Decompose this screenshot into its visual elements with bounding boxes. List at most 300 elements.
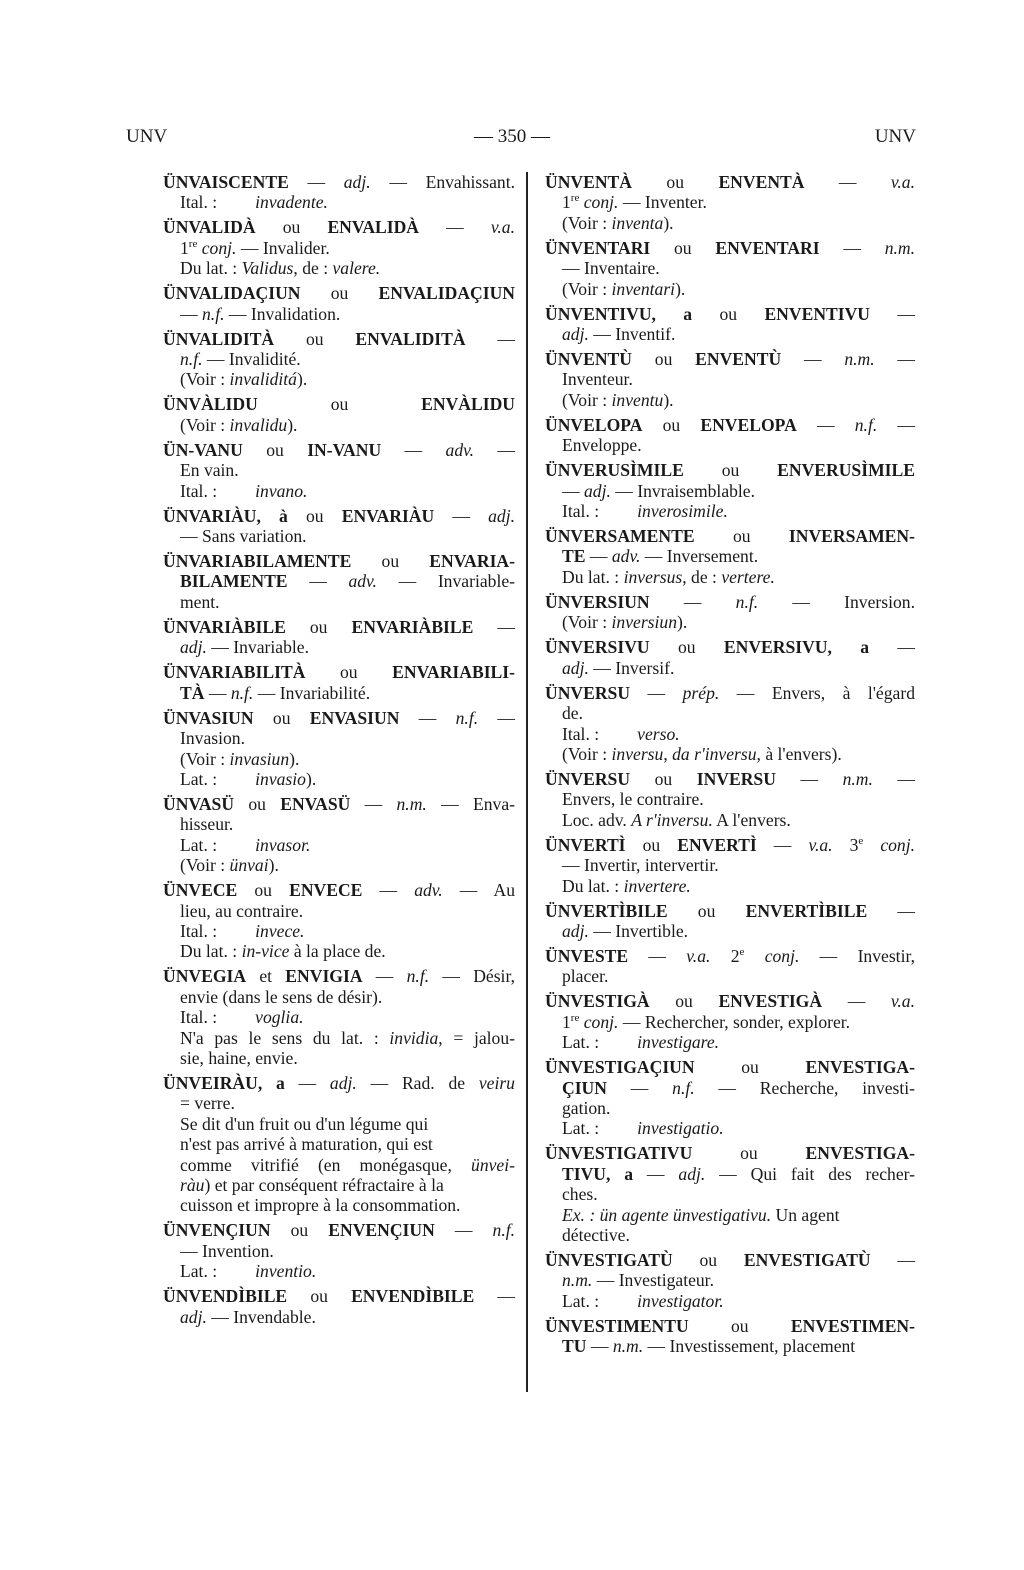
entry-line xyxy=(545,789,915,809)
text: ou xyxy=(694,1057,806,1078)
entry-line xyxy=(545,1336,915,1356)
superscript: e xyxy=(739,946,745,959)
headword: INVERSU xyxy=(696,768,776,789)
text: — xyxy=(288,172,344,192)
italic-text: n.f. xyxy=(455,707,479,728)
headword: ÜNVALIDÀ xyxy=(163,217,256,238)
text: — Investigateur. xyxy=(592,1270,714,1291)
entry-line xyxy=(163,1028,515,1048)
text: ou xyxy=(649,637,724,658)
text: Enveloppe. xyxy=(562,435,642,456)
text: — Invention. xyxy=(180,1240,274,1261)
italic-text: n.f. xyxy=(735,591,759,612)
entry-line xyxy=(545,1164,915,1184)
text: ). xyxy=(663,389,674,410)
italic-text: vertere. xyxy=(721,566,775,587)
entry-line xyxy=(163,814,515,834)
text: ou xyxy=(650,237,716,258)
italic-text: adj. xyxy=(329,1072,357,1093)
dictionary-entry xyxy=(163,329,515,390)
text: — Invendable. xyxy=(206,1306,316,1327)
text: — Investir, xyxy=(799,945,916,966)
text: — xyxy=(465,328,516,349)
text: — xyxy=(586,1336,613,1357)
italic-text: verso. xyxy=(637,723,680,744)
italic-text: adj. xyxy=(562,920,589,941)
text: ou xyxy=(351,551,430,572)
text: — Invalider. xyxy=(236,237,330,258)
text: — Envahissant. xyxy=(370,172,515,192)
entry-headline xyxy=(545,683,915,703)
headword: ÜNVESTIGATÙ xyxy=(545,1250,673,1270)
entry-line xyxy=(545,855,915,875)
entry-line xyxy=(545,435,915,455)
text: — Invraisemblable. xyxy=(610,480,756,501)
entry-headline xyxy=(545,769,915,789)
text: — xyxy=(756,834,809,855)
text: Ital. : xyxy=(562,723,600,744)
text: N'a pas le sens du lat. : xyxy=(180,1027,390,1048)
italic-text: invasio xyxy=(255,768,306,789)
entry-line xyxy=(163,238,515,258)
entry-headline xyxy=(163,440,515,460)
entry-line xyxy=(545,921,915,941)
text: — xyxy=(180,303,202,324)
text: — xyxy=(362,966,407,987)
entry-line xyxy=(545,876,915,896)
headword: ENVERTÌ xyxy=(677,834,757,855)
text: Lat. : xyxy=(180,834,218,855)
italic-text: inversiun xyxy=(611,612,678,633)
dictionary-entry xyxy=(545,415,915,456)
text: ou xyxy=(305,662,393,683)
italic-text: n.f. xyxy=(180,349,203,370)
text: = verre. xyxy=(180,1093,235,1114)
headword: ENVESTIGATÙ xyxy=(743,1250,871,1270)
entry-headline xyxy=(545,526,915,546)
headword: ENVENTIVU xyxy=(764,303,871,324)
text: ou xyxy=(672,1250,744,1270)
text: — xyxy=(478,707,515,728)
text: (Voir : xyxy=(180,855,230,876)
headword: ENVESTIMEN- xyxy=(790,1315,915,1336)
text xyxy=(863,835,880,855)
text: (Voir : xyxy=(562,389,612,410)
entry-line xyxy=(163,941,515,961)
headword: ENVARIA- xyxy=(429,551,515,572)
italic-text: invaliditá xyxy=(229,369,297,390)
text: — Enva- xyxy=(426,793,516,814)
text: — xyxy=(419,217,491,238)
text: ). xyxy=(663,212,674,233)
text: ou xyxy=(694,526,789,547)
text: — xyxy=(804,172,891,192)
entry-line xyxy=(545,258,915,278)
italic-text: da r'inversu xyxy=(672,743,757,764)
text: — xyxy=(562,480,584,501)
italic-text: adv. xyxy=(348,571,377,592)
entry-headline xyxy=(163,966,515,986)
headword: ENVERSIVU, a xyxy=(723,637,870,658)
entry-line xyxy=(163,258,515,278)
italic-text: inversu xyxy=(611,743,664,764)
text: ou xyxy=(287,505,342,526)
headword: ENVENÇIUN xyxy=(328,1220,435,1241)
entry-headline xyxy=(163,1286,515,1306)
text: — Inventaire. xyxy=(562,258,660,279)
text: — xyxy=(874,349,915,370)
text: — xyxy=(606,1077,673,1098)
headword: ÜNVEIRÀU, a xyxy=(163,1072,285,1093)
dictionary-entry xyxy=(545,683,915,765)
headword: ÜNVESTIGAÇIUN xyxy=(545,1057,695,1078)
headword: ÜNVERSIUN xyxy=(545,591,650,612)
italic-text: adj. xyxy=(562,324,589,345)
text: — Envers, à l'égard xyxy=(719,682,915,703)
text: — Sans variation. xyxy=(180,526,307,547)
headword: ÜNVÀLIDU xyxy=(163,394,258,415)
text: — Inversif. xyxy=(588,657,675,678)
text: détective. xyxy=(562,1225,630,1245)
text: — Invariable- xyxy=(376,571,515,592)
text: — xyxy=(474,439,515,460)
entry-line xyxy=(163,769,515,789)
entry-headline xyxy=(163,708,515,728)
text: — Invalidité. xyxy=(202,349,301,370)
text: — xyxy=(633,1163,679,1184)
italic-text: n.m. xyxy=(842,768,873,789)
text: ou xyxy=(692,1143,806,1164)
italic-text: inventa xyxy=(611,212,664,233)
dictionary-entry xyxy=(545,592,915,633)
text: A l'envers. xyxy=(712,809,791,830)
text: ches. xyxy=(562,1184,598,1205)
entry-headline xyxy=(545,172,915,192)
text: 3 xyxy=(832,834,859,855)
headword: ENVESTIGÀ xyxy=(718,991,823,1012)
entry-line xyxy=(545,1032,915,1052)
text: Lat. : xyxy=(180,1261,218,1282)
headword: ENVESTIGA- xyxy=(805,1143,915,1164)
headword: ENVALIDÀ xyxy=(327,217,420,238)
left-column xyxy=(163,172,515,1332)
italic-text: conj. xyxy=(583,1011,619,1032)
dictionary-entry xyxy=(545,304,915,345)
text: — xyxy=(350,793,397,814)
headword: ÜNVELOPA xyxy=(545,414,643,435)
italic-text: inverosimile. xyxy=(637,501,728,522)
dictionary-entry xyxy=(545,1250,915,1311)
entry-headline xyxy=(163,880,515,900)
entry-line xyxy=(163,460,515,480)
headword: ENVIGIA xyxy=(285,966,363,987)
dictionary-entry xyxy=(163,1073,515,1216)
headword: ÜNVALIDITÀ xyxy=(163,328,275,349)
headword: ÜNVERSU xyxy=(545,768,631,789)
text: (Voir : xyxy=(180,748,230,769)
headword: ÜNVENTIVU, a xyxy=(545,303,693,324)
dictionary-entry xyxy=(163,551,515,612)
text: ou xyxy=(649,991,719,1012)
text: Du lat. : xyxy=(562,875,624,896)
entry-line xyxy=(545,1078,915,1098)
headword: ÜNVENTARI xyxy=(545,237,651,258)
entry-headline xyxy=(545,991,915,1011)
text: ou xyxy=(253,707,310,728)
italic-text: adv. xyxy=(445,439,475,460)
text: Se dit d'un fruit ou d'un légume qui xyxy=(180,1113,429,1134)
dictionary-entry xyxy=(163,794,515,876)
italic-text: n.f. xyxy=(672,1077,695,1098)
entry-headline xyxy=(163,217,515,237)
text: Du lat. : xyxy=(180,258,242,279)
entry-line xyxy=(163,855,515,875)
italic-text: n.f. xyxy=(492,1220,516,1241)
text: Ital. : xyxy=(180,1007,218,1028)
entry-headline xyxy=(163,172,515,192)
entry-line xyxy=(163,728,515,748)
text: — xyxy=(434,505,489,526)
headword: ÜNVALIDAÇIUN xyxy=(163,283,301,304)
text: — xyxy=(362,880,415,901)
headword: ÜNVASÜ xyxy=(163,793,235,814)
text: ). xyxy=(675,278,686,299)
text: — Rad. de xyxy=(356,1072,479,1093)
headword: ÜNVERUSÌMILE xyxy=(545,460,684,481)
text: hisseur. xyxy=(180,814,234,835)
headword: ENVARIABILI- xyxy=(392,662,515,683)
italic-text: A r'inversu. xyxy=(631,809,713,830)
headword: ÜN-VANU xyxy=(163,439,243,460)
italic-text: adj. xyxy=(343,172,371,192)
entry-line xyxy=(163,1195,515,1215)
text: (Voir : xyxy=(180,414,230,435)
entry-line xyxy=(163,835,515,855)
entry-headline xyxy=(163,506,515,526)
entry-line xyxy=(163,349,515,369)
entry-headline xyxy=(545,901,915,921)
text: — Invalidation. xyxy=(224,303,341,324)
text: — Inversement. xyxy=(640,546,759,567)
text: ). xyxy=(296,369,308,390)
text: Lat. : xyxy=(562,1118,600,1139)
dictionary-entry xyxy=(163,662,515,703)
text xyxy=(744,946,764,966)
running-head-left: UNV xyxy=(126,126,168,147)
entry-line xyxy=(545,658,915,678)
text: — Inversion. xyxy=(758,591,915,612)
entry-line xyxy=(163,369,515,389)
headword: ÜNVESTE xyxy=(545,945,629,966)
text: — Recherche, investi- xyxy=(694,1077,915,1098)
text: 2 xyxy=(710,945,740,966)
entry-line xyxy=(163,415,515,435)
text: — Au xyxy=(442,880,515,901)
text: — Inventer. xyxy=(618,192,707,213)
text: — Invariabilité. xyxy=(253,682,371,703)
dictionary-entry xyxy=(545,1057,915,1139)
entry-line xyxy=(163,592,515,612)
text: — xyxy=(870,1250,915,1270)
entry-headline xyxy=(545,637,915,657)
text: Lat. : xyxy=(180,768,218,789)
dictionary-entry xyxy=(163,506,515,547)
entry-line xyxy=(545,481,915,501)
headword: ÜNVARIABILITÀ xyxy=(163,662,306,683)
headword: ÜNVERSU xyxy=(545,682,631,703)
headword: ENVENTÙ xyxy=(695,349,782,370)
text: ). xyxy=(287,414,298,435)
entry-line xyxy=(163,571,515,591)
text: Invasion. xyxy=(180,728,245,749)
dictionary-entry xyxy=(163,708,515,790)
italic-text: n.f. xyxy=(202,303,225,324)
text: — xyxy=(284,1072,330,1093)
italic-text: n.m. xyxy=(396,793,427,814)
headword: ÜNVERSIVU xyxy=(545,637,650,658)
text: ou xyxy=(692,303,765,324)
text: — xyxy=(869,637,915,658)
text: — xyxy=(630,682,683,703)
text: ou xyxy=(630,768,697,789)
entry-line xyxy=(545,1118,915,1138)
entry-headline xyxy=(163,329,515,349)
italic-text: invalidu xyxy=(229,414,288,435)
headword: ÜNVARIÀU, à xyxy=(163,505,288,526)
text: de. xyxy=(562,703,584,724)
text: — Qui fait des recher- xyxy=(705,1163,915,1184)
text: sie, haine, envie. xyxy=(180,1047,298,1068)
text: 1 xyxy=(562,192,571,213)
headword: ÇIUN xyxy=(562,1077,607,1098)
text: — Inventif. xyxy=(588,324,676,345)
entry-line xyxy=(545,744,915,764)
headword: ÜNVASIUN xyxy=(163,707,254,728)
italic-text: ràu xyxy=(180,1175,205,1195)
headword: ÜNVERTÌ xyxy=(545,834,626,855)
text: — xyxy=(585,546,612,567)
entry-line xyxy=(545,1291,915,1311)
italic-text: valere. xyxy=(332,258,381,279)
entry-line xyxy=(163,1175,515,1195)
italic-text: in-vice xyxy=(241,941,290,962)
italic-text: adj. xyxy=(488,505,515,526)
dictionary-entry xyxy=(163,440,515,501)
headword: ÜNVEGIA xyxy=(163,966,247,987)
text: — xyxy=(434,1220,493,1241)
headword: ENVENTÀ xyxy=(718,172,805,192)
italic-text: adj. xyxy=(180,1306,207,1327)
dictionary-entry xyxy=(545,901,915,942)
entry-headline xyxy=(545,415,915,435)
text: ou xyxy=(234,793,281,814)
italic-text: invano. xyxy=(255,480,308,501)
dictionary-entry xyxy=(163,1220,515,1281)
text: cuisson et impropre à la consommation. xyxy=(180,1195,461,1216)
entry-headline xyxy=(545,304,915,324)
italic-text: invidia xyxy=(389,1027,439,1048)
text: ment. xyxy=(180,591,220,612)
headword: TÀ xyxy=(180,682,205,703)
headword: IN-VANU xyxy=(307,439,382,460)
text: , = jalou- xyxy=(438,1027,516,1048)
entry-line xyxy=(545,567,915,587)
text: — Investissement, placement xyxy=(643,1336,856,1357)
italic-text: n.f. xyxy=(854,414,878,435)
dictionary-entry xyxy=(545,1316,915,1357)
text: (Voir : xyxy=(180,369,230,390)
text: Loc. adv. xyxy=(562,809,632,830)
italic-text: inventu xyxy=(611,389,664,410)
text: et xyxy=(246,966,286,987)
entry-headline xyxy=(163,551,515,571)
text: — xyxy=(822,991,891,1012)
entry-line xyxy=(163,637,515,657)
entry-line xyxy=(163,192,515,212)
text: Ital. : xyxy=(180,192,218,213)
headword: ÜNVENDÌBILE xyxy=(163,1286,288,1307)
text: 1 xyxy=(562,1011,571,1032)
text: Inventeur. xyxy=(562,369,633,390)
dictionary-entry xyxy=(545,526,915,587)
text: ou xyxy=(287,1286,352,1307)
entry-line xyxy=(545,324,915,344)
italic-text: conj. xyxy=(880,834,916,855)
entry-headline xyxy=(163,1073,515,1093)
entry-line xyxy=(163,749,515,769)
headword: ENVASIUN xyxy=(309,707,400,728)
entry-headline xyxy=(545,238,915,258)
dictionary-entry xyxy=(163,966,515,1068)
headword: ÜNVENÇIUN xyxy=(163,1220,271,1241)
text: — xyxy=(867,900,916,921)
superscript: re xyxy=(188,237,198,250)
entry-line xyxy=(545,810,915,830)
entry-line xyxy=(163,1048,515,1068)
headword: ENVÀLIDU xyxy=(421,394,515,415)
text: envie (dans le sens de désir). xyxy=(180,986,383,1007)
headword: ENVERTÌBILE xyxy=(745,900,868,921)
headword: ÜNVESTIGÀ xyxy=(545,991,650,1012)
dictionary-entry xyxy=(545,769,915,830)
entry-line xyxy=(163,1307,515,1327)
italic-text: ünvei- xyxy=(471,1154,515,1175)
entry-line xyxy=(545,1098,915,1118)
headword: ÜNVESTIGATIVU xyxy=(545,1143,693,1164)
dictionary-entry xyxy=(545,349,915,410)
text: ). xyxy=(305,768,317,789)
entry-line xyxy=(163,1114,515,1134)
headword: ENVECE xyxy=(289,880,363,901)
dictionary-entry xyxy=(545,835,915,896)
entry-line xyxy=(545,1012,915,1032)
text: (Voir : xyxy=(562,743,612,764)
text: ) et par conséquent réfractaire à la xyxy=(204,1175,444,1195)
dictionary-entry xyxy=(163,394,515,435)
entry-headline xyxy=(545,1250,915,1270)
entry-line xyxy=(545,724,915,744)
text: Lat. : xyxy=(562,1032,600,1053)
superscript: re xyxy=(570,192,580,205)
italic-text: conj. xyxy=(583,192,619,213)
italic-text: Ex. : ün agente ünvestigativu. xyxy=(562,1204,772,1225)
entry-line xyxy=(545,1270,915,1290)
text: ou xyxy=(667,900,746,921)
entry-headline xyxy=(163,283,515,303)
italic-text: invertere. xyxy=(623,875,691,896)
entry-line xyxy=(545,1205,915,1225)
italic-text: adj. xyxy=(584,480,611,501)
